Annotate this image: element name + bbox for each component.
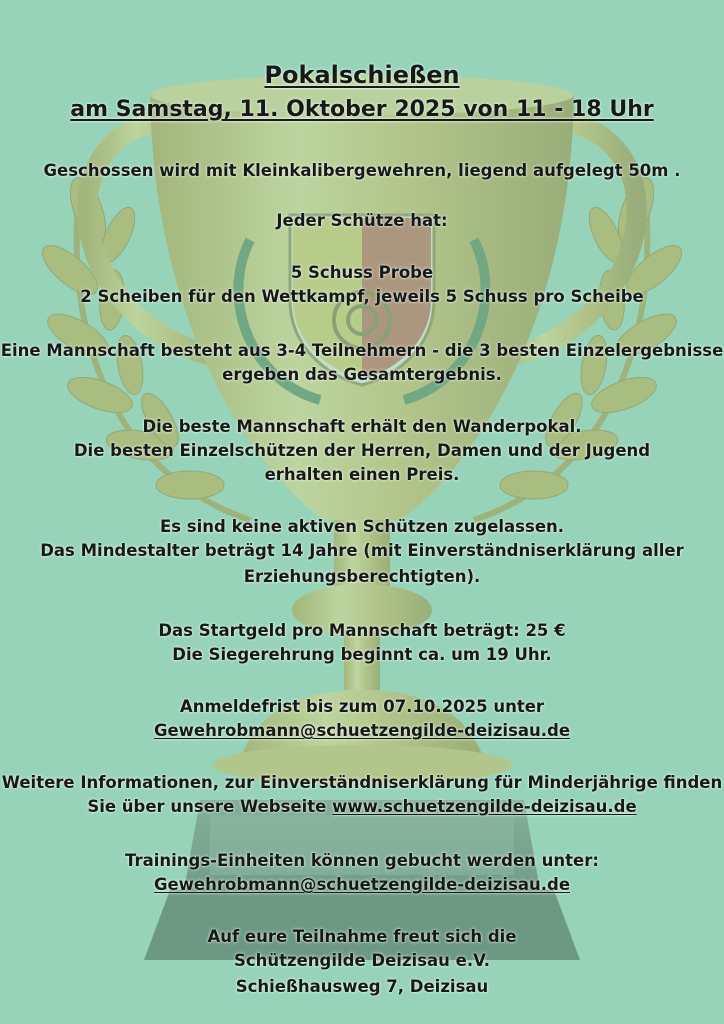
prizes-line2: Die besten Einzelschützen der Herren, Damen und der Jugend [73,441,651,460]
prizes-line3: erhalten einen Preis. [264,465,460,484]
shooter-heading: Jeder Schütze hat: [276,211,448,230]
closing-address: Schießhausweg 7, Deizisau [235,977,489,996]
website-link[interactable]: www.schuetzengilde-deizisau.de [332,797,637,816]
closing-line1: Auf eure Teilnahme freut sich die [207,927,517,946]
event-date-subtitle: am Samstag, 11. Oktober 2025 von 11 - 18 Uhr [70,97,654,122]
fees-line1: Das Startgeld pro Mannschaft beträgt: 25 € [158,621,566,640]
team-text-line2: ergeben das Gesamtergebnis. [222,365,502,384]
closing-line2: Schützengilde Deizisau e.V. [233,951,491,970]
info-line2-prefix: Sie über unsere Webseite [87,797,333,816]
training-email-link[interactable]: Gewehrobmann@schuetzengilde-deizisau.de [153,875,571,894]
registration-email-row [0,720,724,742]
prizes-line1: Die beste Mannschaft erhält den Wanderpokal. [142,417,582,436]
rules-line3: Erziehungsberechtigten). [243,567,481,586]
page-title: Pokalschießen [264,61,460,89]
registration-email-link[interactable]: Gewehrobmann@schuetzengilde-deizisau.de [153,721,571,740]
fees-line2: Die Siegerehrung beginnt ca. um 19 Uhr. [172,645,552,664]
shooter-item-scheiben: 2 Scheiben für den Wettkampf, jeweils 5 Schuss pro Scheibe [80,287,644,306]
info-line2 [0,796,724,818]
registration-deadline: Anmeldefrist bis zum 07.10.2025 unter [179,697,545,716]
team-text-line1: Eine Mannschaft besteht aus 3-4 Teilnehmern - die 3 besten Einzelergebnisse [0,341,724,360]
rules-line2: Das Mindestalter beträgt 14 Jahre (mit Einverständniserklärung aller [40,541,684,560]
training-line1: Trainings-Einheiten können gebucht werden unter: [125,851,599,870]
shooter-item-probe: 5 Schuss Probe [290,263,434,282]
rules-line1: Es sind keine aktiven Schützen zugelassen. [159,517,565,536]
training-email-row [0,874,724,896]
info-line1: Weitere Informationen, zur Einverständniserklärung für Minderjährige finden [1,773,723,792]
intro-text: Geschossen wird mit Kleinkalibergewehren, liegend aufgelegt 50m . [43,161,681,180]
